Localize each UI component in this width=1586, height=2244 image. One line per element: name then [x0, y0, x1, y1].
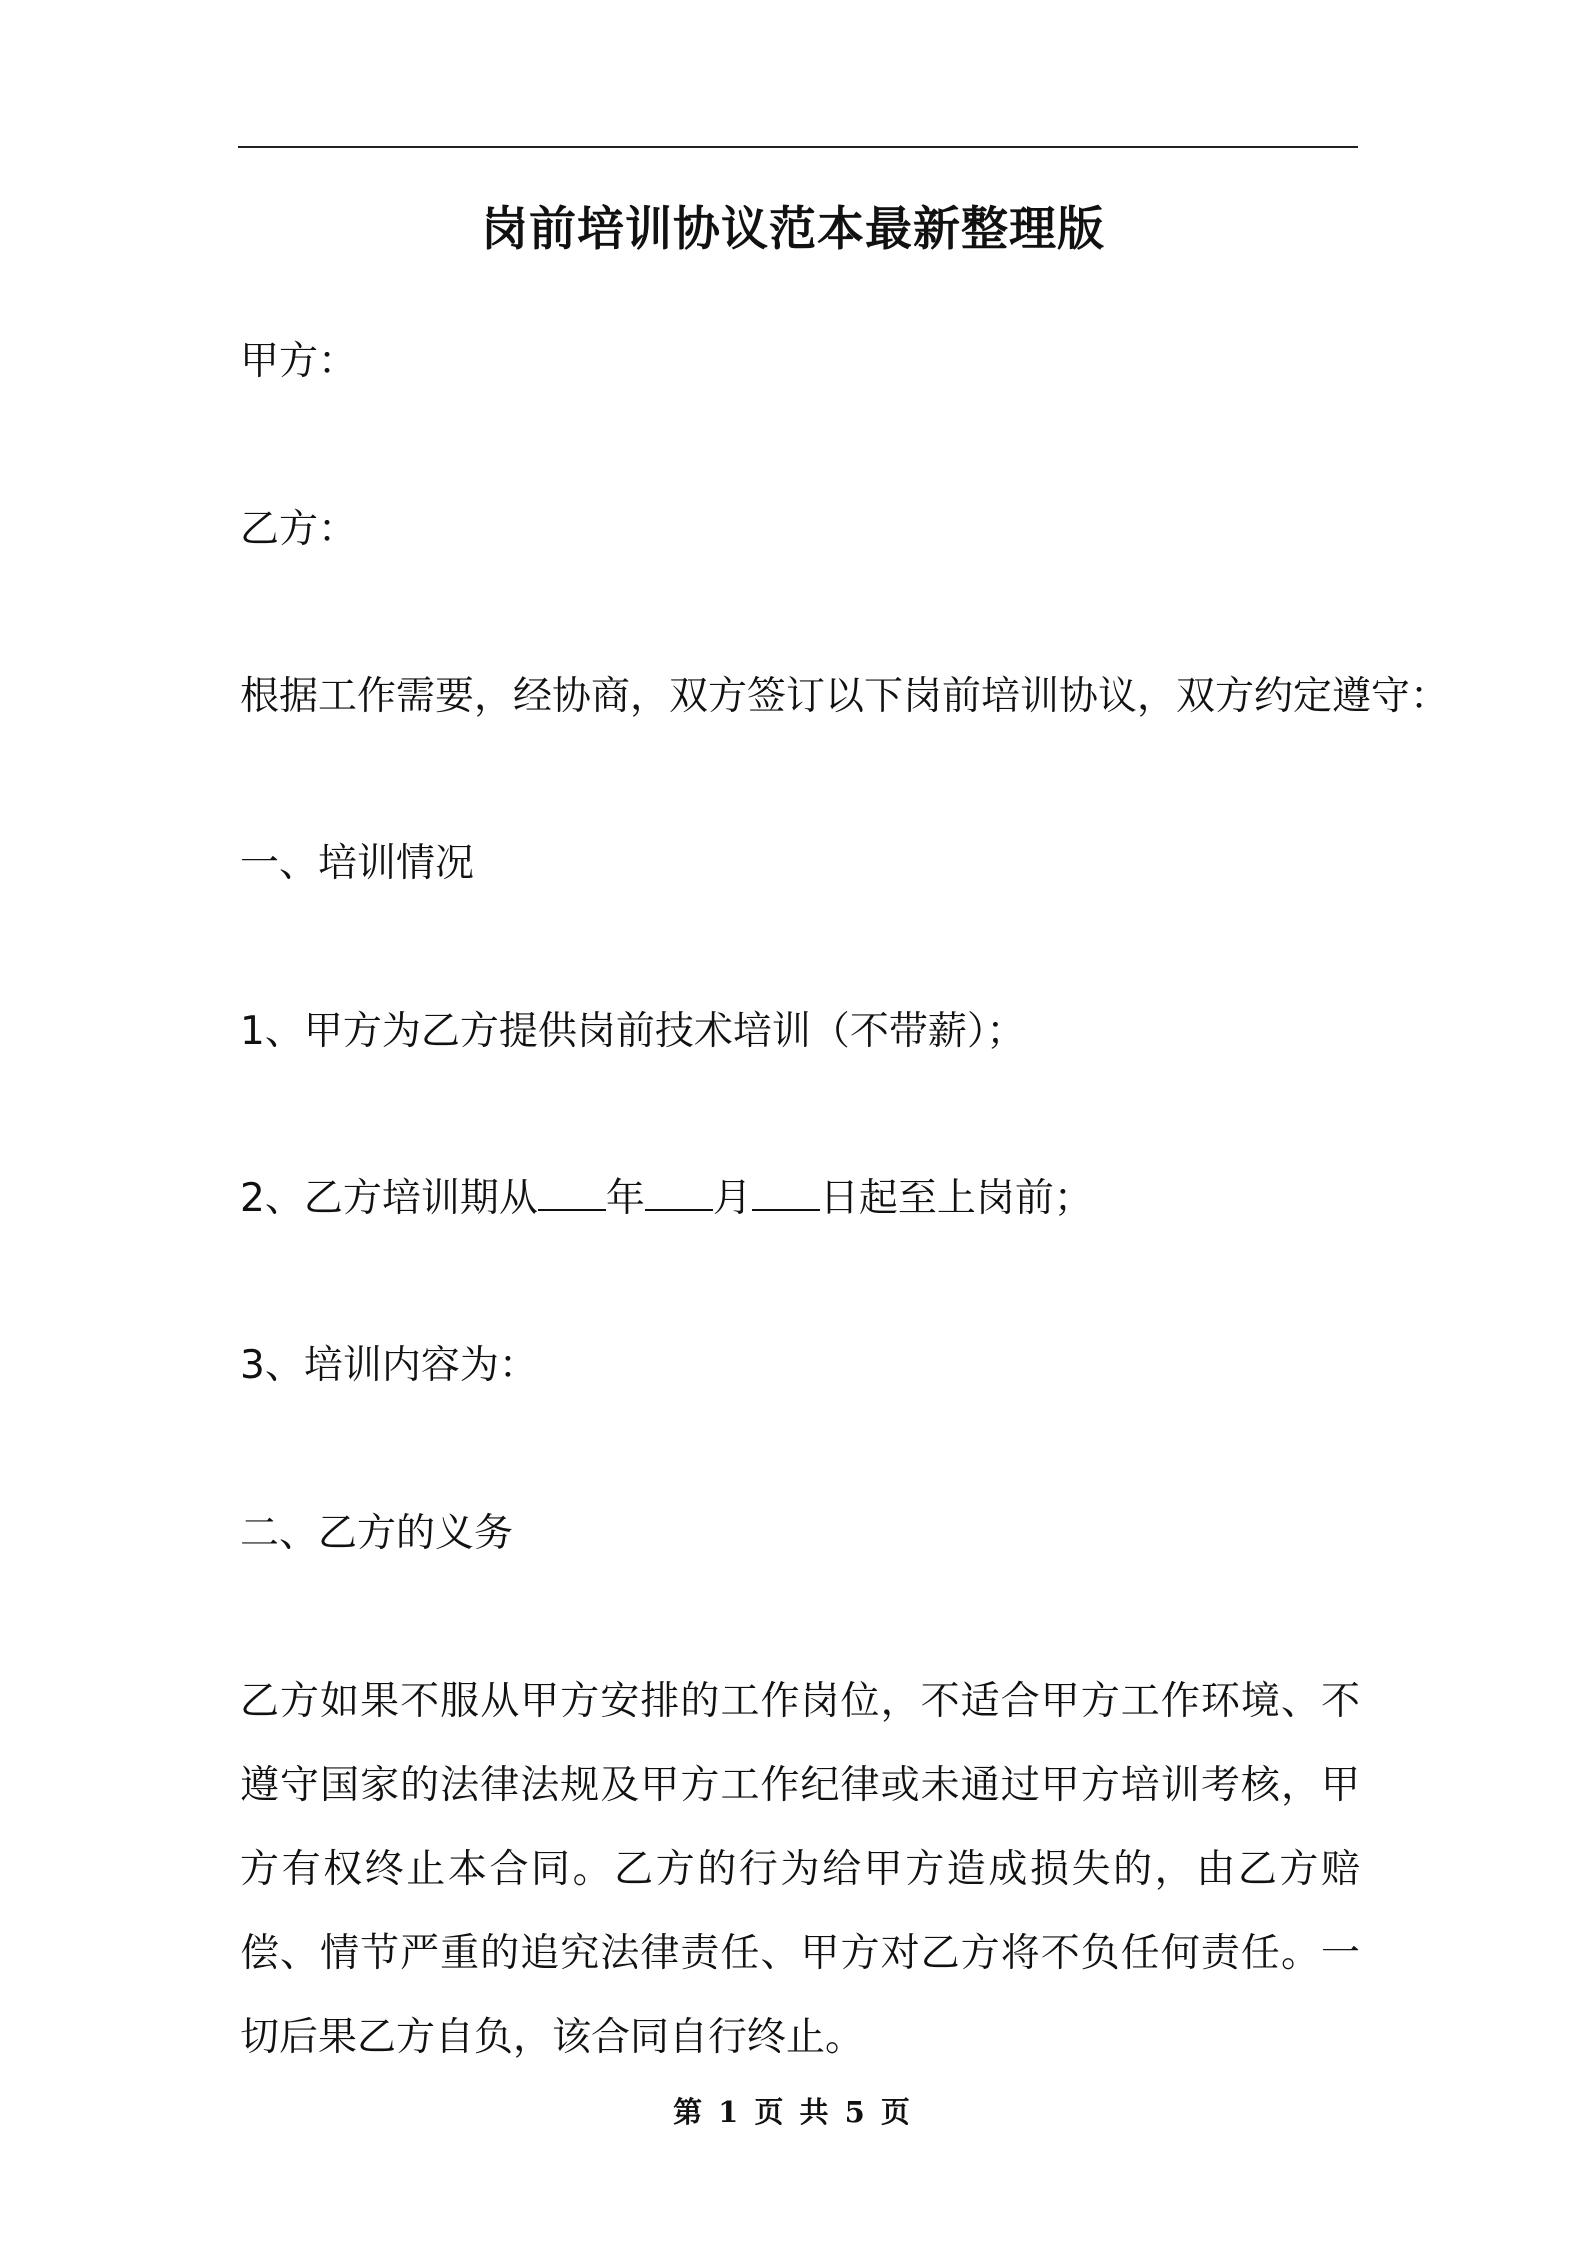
document-title: 岗前培训协议范本最新整理版: [481, 202, 1105, 257]
year-label: 年: [605, 1176, 645, 1221]
clause-3: 3、培训内容为：: [240, 1343, 538, 1388]
month-label: 月: [712, 1176, 752, 1221]
year-blank: [538, 1175, 606, 1211]
intro-paragraph: 根据工作需要，经协商，双方签订以下岗前培训协议，双方约定遵守：: [240, 674, 1450, 719]
header-rule: [238, 146, 1358, 148]
clause-2: [240, 1175, 1093, 1223]
day-blank: [752, 1175, 820, 1211]
section-2-heading: 二、乙方的义务: [240, 1511, 514, 1556]
clause-2-suffix: 日起至上岗前；: [819, 1176, 1093, 1221]
party-b-label: 乙方：: [240, 507, 358, 552]
clause-1: 1、甲方为乙方提供岗前技术培训（不带薪）；: [240, 1009, 1026, 1054]
section-2-body: 乙方如果不服从甲方安排的工作岗位，不适合甲方工作环境、不遵守国家的法律法规及甲方工作纪律或未通过甲方培训考核，甲方有权终止本合同。乙方的行为给甲方造成损失的，由乙方赔偿、情节严重的追究法律责任、甲方对乙方将不负任何责任。一切后果乙方自负，该合同自行终止。: [240, 1679, 1360, 2060]
page-number: 第 1 页 共 5 页: [673, 2095, 913, 2129]
section-1-heading: 一、培训情况: [240, 841, 475, 886]
clause-2-prefix: 2、乙方培训期从: [240, 1176, 538, 1221]
party-a-label: 甲方：: [240, 339, 358, 384]
month-blank: [645, 1175, 713, 1211]
